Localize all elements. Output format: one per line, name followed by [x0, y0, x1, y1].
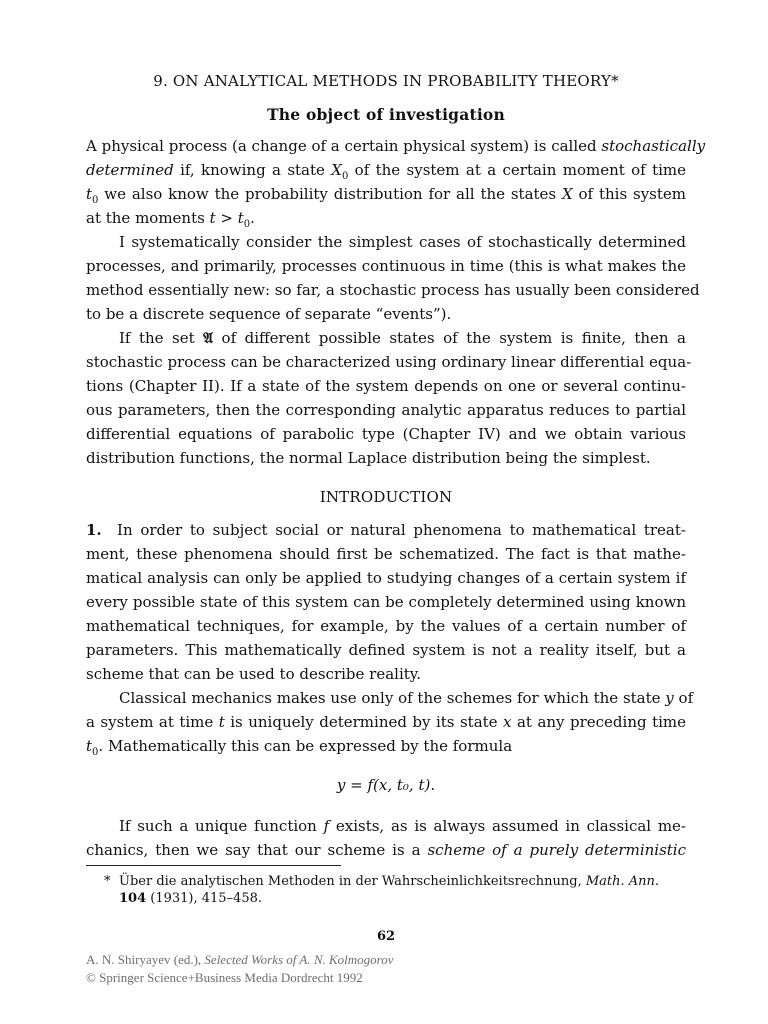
paragraph-line: method essentially new: so far, a stochastic process has usually been considered: [86, 281, 700, 299]
footnote-text-line1: Über die analytischen Methoden in der Wahrscheinlichkeitsrechnung, Math. Ann.: [119, 874, 660, 889]
chapter-title: [86, 72, 686, 90]
paragraph-line: matical analysis can only be applied to studying changes of a certain system if: [86, 569, 686, 587]
paragraph-line: If such a unique function f exists, as is always assumed in classical me-: [119, 817, 686, 835]
paragraph-line: every possible state of this system can be completely determined using known: [86, 593, 686, 611]
section-subtitle: The object of investigation: [267, 105, 505, 124]
paragraph-line: parameters. This mathematically defined system is not a reality itself, but a: [86, 641, 686, 659]
paragraph-line: mathematical techniques, for example, by the values of a certain number of: [86, 617, 686, 635]
paragraph-line: $t_0$. Mathematically this can be expressed by the formula: [86, 737, 513, 758]
paragraph-line: I systematically consider the simplest cases of stochastically determined: [119, 233, 686, 251]
credit-line1: A. N. Shiryayev (ed.), Selected Works of A. N. Kolmogorov: [86, 952, 394, 967]
paragraph-line: to be a discrete sequence of separate “events”).: [86, 305, 452, 323]
footnote-rule: [86, 865, 341, 866]
paragraph-line: 1. In order to subject social or natural phenomena to mathematical treat-: [86, 521, 686, 539]
paragraph-line: differential equations of parabolic type (Chapter IV) and we obtain various: [86, 425, 686, 443]
paragraph-line: stochastic process can be characterized using ordinary linear differential equa-: [86, 353, 692, 371]
introduction-heading: INTRODUCTION: [319, 488, 453, 506]
paragraph-line: If the set 𝔄 of different possible states of the system is finite, then a: [119, 329, 686, 347]
paragraph-line: processes, and primarily, processes continuous in time (this is what makes the: [86, 257, 686, 275]
paragraph-line: Classical mechanics makes use only of the schemes for which the state y of: [119, 689, 694, 707]
paragraph-line: $t_0$ we also know the probability distribution for all the states X of this system: [86, 185, 686, 206]
paragraph-line: distribution functions, the normal Laplace distribution being the simplest.: [86, 449, 651, 467]
paragraph-line: a system at time t is uniquely determined by its state x at any preceding time: [86, 713, 686, 731]
paragraph-line: ment, these phenomena should first be schematized. The fact is that mathe-: [86, 545, 686, 563]
footnote-text-line2: 104 (1931), 415–458.: [119, 891, 263, 906]
chapter-title-text: 9. ON ANALYTICAL METHODS IN PROBABILITY THEORY: [153, 72, 612, 90]
paragraph-line: at the moments $t > t_0$.: [86, 209, 255, 230]
page-number: 62: [376, 929, 396, 944]
footnote-mark: *: [104, 874, 111, 889]
paragraph-line: tions (Chapter II). If a state of the system depends on one or several continu-: [86, 377, 686, 395]
credit-line2: © Springer Science+Business Media Dordrecht 1992: [86, 970, 363, 985]
paragraph-line: A physical process (a change of a certain physical system) is called stochastically: [86, 137, 706, 155]
paragraph-line: ous parameters, then the corresponding analytic apparatus reduces to partial: [86, 401, 686, 419]
footnote-ref-mark: *: [611, 72, 619, 90]
paragraph-line: scheme that can be used to describe reality.: [86, 665, 422, 683]
paragraph-line: chanics, then we say that our scheme is a scheme of a purely deterministic: [86, 841, 686, 859]
formula: y = f(x, t₀, t).: [336, 776, 436, 794]
paragraph-line: determined if, knowing a state $X_0$ of the system at a certain moment of time: [86, 161, 686, 182]
